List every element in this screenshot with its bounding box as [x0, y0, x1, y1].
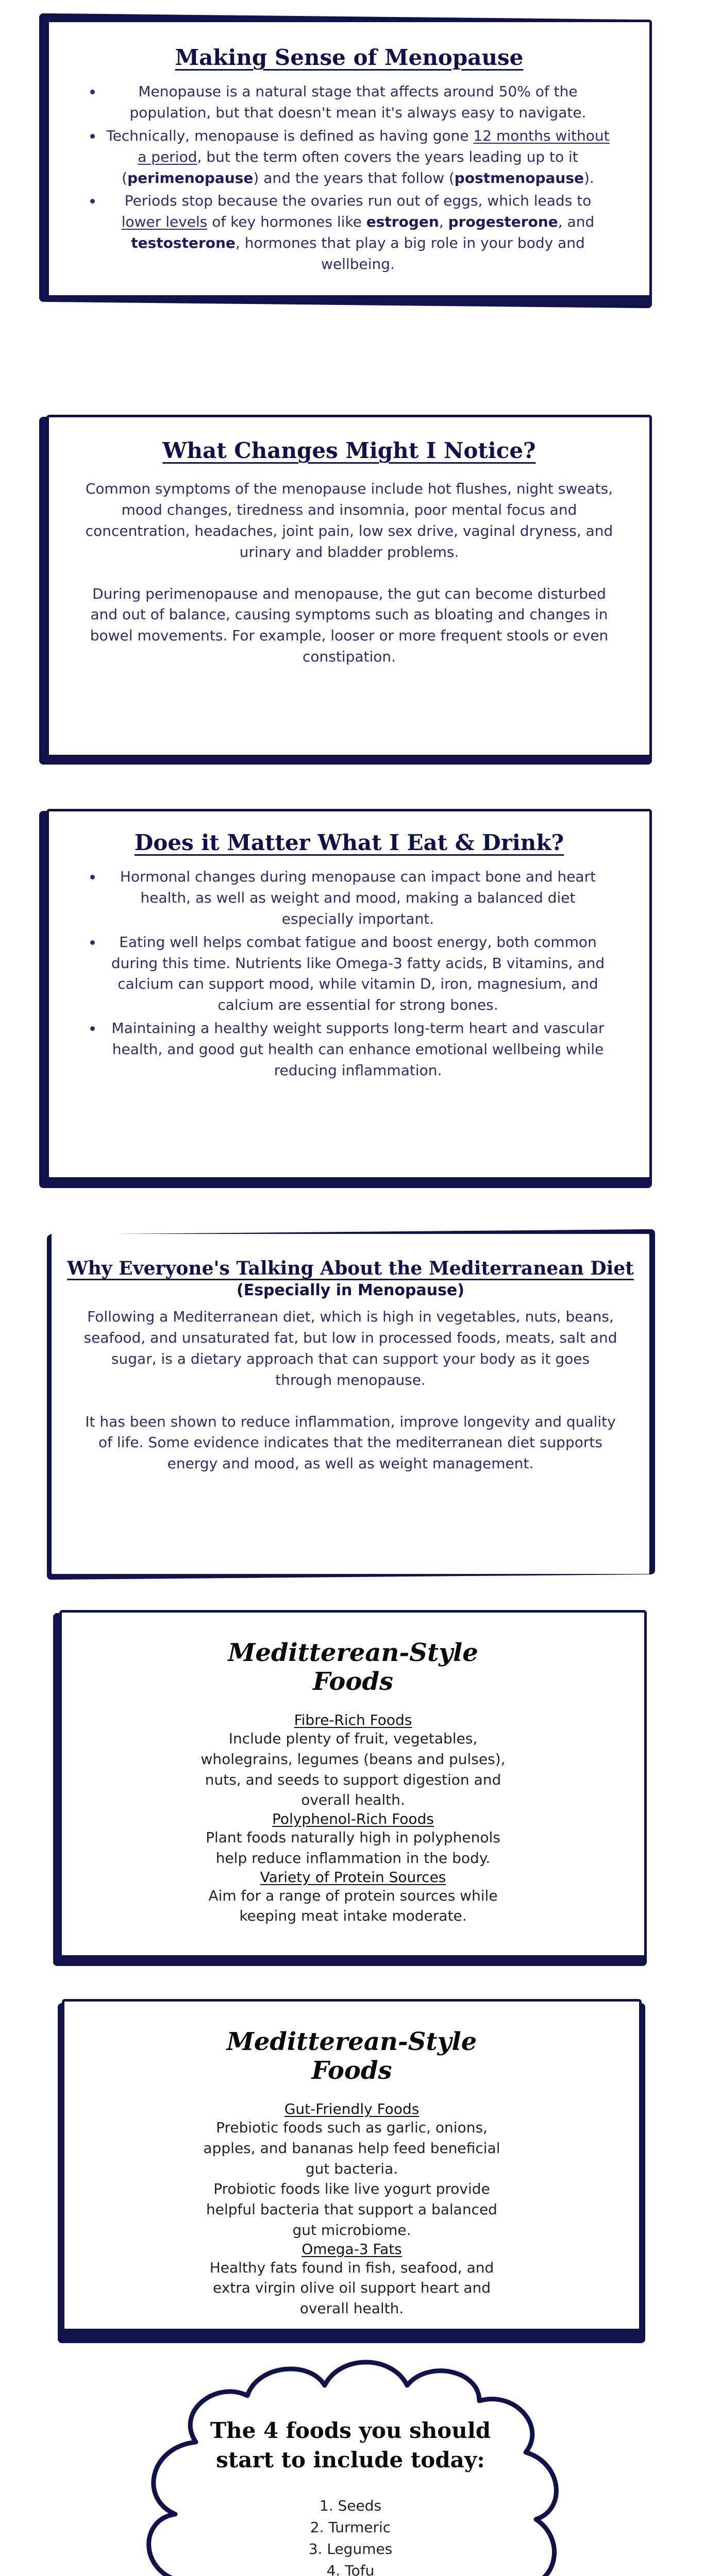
list-item: • Periods stop because the ovaries run out of eggs, which leads to lower levels of key hormones like estrogen, progesterone, and testosterone, hormones that play a big role in your body and wellbeing. — [103, 191, 613, 275]
polyphenol-heading: Polyphenol-Rich Foods — [272, 1810, 434, 1827]
list-item: • Technically, menopause is defined as having gone 12 months without a period, but the term often covers the years leading up to it (perimenopause) and the years that follow (postmenopause). — [103, 126, 613, 189]
mediterranean-card — [49, 1234, 652, 1574]
protein-heading: Variety of Protein Sources — [260, 1868, 446, 1886]
diet-title: Does it Matter What I Eat & Drink? — [134, 830, 564, 855]
menopause-card — [46, 20, 652, 298]
omega-text: Healthy fats found in fish, seafood, and extra virgin olive oil support heart and overall health. — [209, 2259, 494, 2317]
lower-levels-link[interactable]: lower levels — [121, 213, 208, 231]
mediterranean-paragraph-1: Following a Mediterranean diet, which is high in vegetables, nuts, beans, seafood, and unsaturated fat, but low in processed foods, meats, salt and sugar, is a dietary approach that can support your body as it goes through menopause. — [83, 1308, 617, 1388]
gut-heading: Gut-Friendly Foods — [284, 2100, 420, 2117]
protein-text: Aim for a range of protein sources while keeping meat intake moderate. — [208, 1887, 498, 1925]
fibre-heading: Fibre-Rich Foods — [294, 1711, 412, 1728]
list-item: 3. Legumes — [308, 2540, 393, 2558]
probiotic-text: Probiotic foods like live yogurt provide helpful bacteria that support a balanced gut microbiome. — [206, 2180, 497, 2239]
four-foods-title: The 4 foods you should start to include today: — [210, 2418, 491, 2472]
fibre-text: Include plenty of fruit, vegetables, wholegrains, legumes (beans and pulses), nuts, and seeds to support digestion and overall health. — [200, 1730, 506, 1809]
four-foods-cloud — [119, 2354, 582, 2576]
changes-paragraph-2: During perimenopause and menopause, the gut can become disturbed and out of balance, causing symptoms such as bloating and changes in bowel movements. For example, looser or more frequent stools or even constipation. — [90, 585, 609, 666]
foods-2-title: Meditterean-Style Foods — [226, 2027, 477, 2085]
omega-heading: Omega-3 Fats — [301, 2240, 402, 2258]
mediterranean-subtitle: (Especially in Menopause) — [236, 1281, 464, 1299]
foods-card-2 — [62, 1999, 642, 2331]
prebiotic-text: Prebiotic foods such as garlic, onions, apples, and bananas help feed beneficial gut bacteria. — [203, 2119, 500, 2177]
list-item: 4. Tofu — [326, 2562, 375, 2576]
list-item: • Maintaining a healthy weight supports long-term heart and vascular health, and good gut health can enhance emotional wellbeing while reducing inflammation. — [103, 1018, 613, 1081]
list-item: • Hormonal changes during menopause can impact bone and heart health, as well as weight and mood, making a balanced diet especially important. — [103, 867, 613, 930]
mediterranean-paragraph-2: It has been shown to reduce inflammation, improve longevity and quality of life. Some evidence indicates that the mediterranean diet supports energy and mood, as well as weight management. — [85, 1413, 616, 1472]
changes-card — [46, 415, 652, 757]
twelve-months-link[interactable]: 12 months without a period — [138, 127, 610, 165]
list-item: 2. Turmeric — [310, 2519, 391, 2536]
changes-title: What Changes Might I Notice? — [162, 438, 536, 463]
list-item: 1. Seeds — [319, 2497, 382, 2515]
four-foods-list — [201, 2495, 500, 2576]
menopause-list — [85, 81, 613, 275]
diet-card — [46, 809, 652, 1180]
menopause-title: Making Sense of Menopause — [175, 45, 524, 70]
changes-paragraph-1: Common symptoms of the menopause include hot flushes, night sweats, mood changes, tiredness and insomnia, poor mental focus and concentration, headaches, joint pain, low sex drive, vaginal dryness, and urinary and bladder problems. — [85, 480, 613, 561]
foods-1-title: Meditterean-Style Foods — [228, 1638, 478, 1696]
diet-list — [85, 867, 613, 1081]
list-item: • Eating well helps combat fatigue and boost energy, both common during this time. Nutrients like Omega-3 fatty acids, B vitamins, and calcium can support mood, while vitamin D, iron, magnesium, and calcium are essential for strong bones. — [103, 932, 613, 1016]
list-item: • Menopause is a natural stage that affects around 50% of the population, but that doesn't mean it's always easy to navigate. — [103, 81, 613, 124]
foods-card-1 — [59, 1610, 647, 1958]
polyphenol-text: Plant foods naturally high in polyphenols help reduce inflammation in the body. — [206, 1829, 500, 1867]
mediterranean-title: Why Everyone's Talking About the Mediterranean Diet — [67, 1258, 634, 1279]
